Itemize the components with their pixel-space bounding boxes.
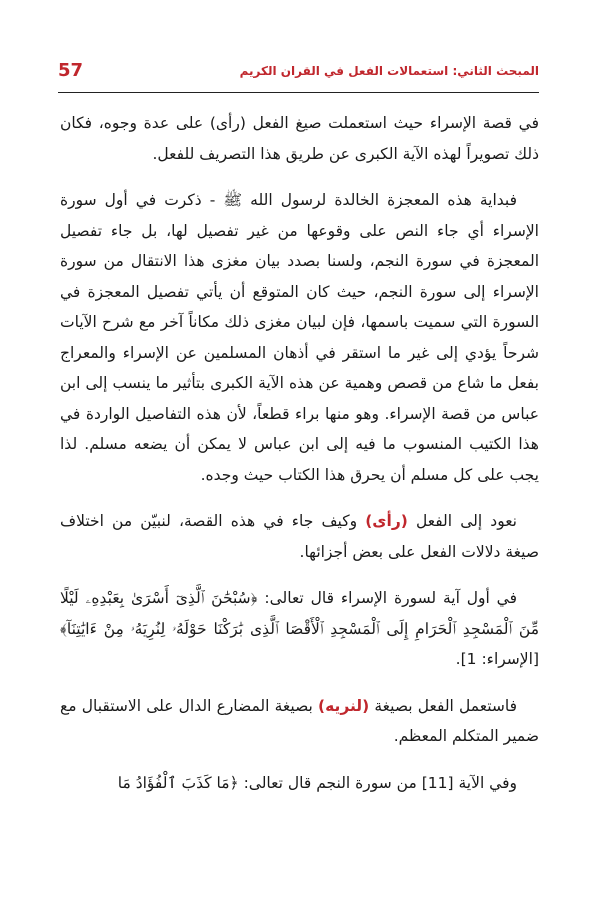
header-divider bbox=[58, 92, 539, 93]
quran-verse-najm: ﴿مَا كَذَبَ ٱلْفُؤَادُ مَا bbox=[117, 773, 239, 792]
paragraph-4 bbox=[60, 583, 539, 675]
page-number: 57 bbox=[58, 60, 84, 81]
paragraph-5-text-end: بصيغة المضارع الدال على الاستقبال مع ضمير المتكلم المعظم. bbox=[60, 696, 539, 745]
page-header bbox=[58, 60, 539, 92]
paragraph-4-intro: في أول آية لسورة الإسراء قال تعالى: bbox=[257, 589, 517, 607]
paragraph-6-intro: وفي الآية [11] من سورة النجم قال تعالى: bbox=[238, 773, 517, 792]
paragraph-3-text-start: نعود إلى الفعل bbox=[407, 512, 517, 530]
highlight-verb-linuriyahu: (لنريه) bbox=[318, 696, 370, 715]
paragraph-5 bbox=[60, 691, 539, 752]
paragraph-1-text: في قصة الإسراء حيث استعملت صيغ الفعل (رأى) على عدة وجوه، فكان ذلك تصويراً لهذه الآية الكبرى عن طريق هذا التصريف للفعل. bbox=[60, 114, 539, 163]
paragraph-1 bbox=[60, 108, 539, 169]
paragraph-5-text-start: فاستعمل الفعل بصيغة bbox=[369, 696, 517, 715]
paragraph-3 bbox=[60, 506, 539, 567]
paragraph-6 bbox=[60, 768, 539, 799]
paragraph-3-text-end: وكيف جاء في هذه القصة، لنبيّن من اختلاف صيغة دلالات الفعل على بعض أجزائها. bbox=[60, 512, 539, 561]
page-body bbox=[60, 108, 539, 814]
verse-reference-isra: [الإسراء: 1]. bbox=[455, 650, 539, 668]
paragraph-2-text: فبداية هذه المعجزة الخالدة لرسول الله ﷺ - ذكرت في أول سورة الإسراء أي جاء النص على وقوعها من غير تفصيل لها، بل جاء تفصيل المعجزة في سورة النجم، ولسنا بصدد بيان مغزى هذا الانتقال من سورة الإسراء إلى سورة النجم، حيث كان المتوقع أن يأتي تفصيل المعجزة في السورة التي سميت باسمها، فإن لبيان مغزى ذلك مكاناً آخر مع شرح الآيات شرحاً يؤدي إلى غير ما استقر في أذهان المسلمين عن الإسراء والمعراج بفعل ما شاع من قصص وهمية عن هذه الآية الكبرى بتأثير ما ينسب إلى ابن عباس من قصة الإسراء. وهو منها براء قطعاً، لأن هذه التفاصيل الواردة في هذا الكتيب المنسوب ما فيه إلى ابن عباس لا يمكن أن يضعه مسلم. لذا يجب على كل مسلم أن يحرق هذا الكتاب حيث وجده. bbox=[60, 191, 539, 484]
paragraph-2 bbox=[60, 185, 539, 490]
quran-verse-isra: ﴿سُبْحَٰنَ ٱلَّذِىٓ أَسْرَىٰ بِعَبْدِهِۦ لَيْلًا مِّنَ ٱلْمَسْجِدِ ٱلْحَرَامِ إِلَى ٱلْمَسْجِدِ ٱلْأَقْصَا ٱلَّذِى بَٰرَكْنَا حَوْلَهُۥ لِنُرِيَهُۥ مِنْ ءَايَٰتِنَآ﴾ bbox=[60, 589, 539, 638]
highlight-verb-raa: (رأى) bbox=[365, 512, 408, 530]
running-title: المبحث الثاني: استعمالات الفعل في القران الكريم bbox=[239, 64, 539, 78]
